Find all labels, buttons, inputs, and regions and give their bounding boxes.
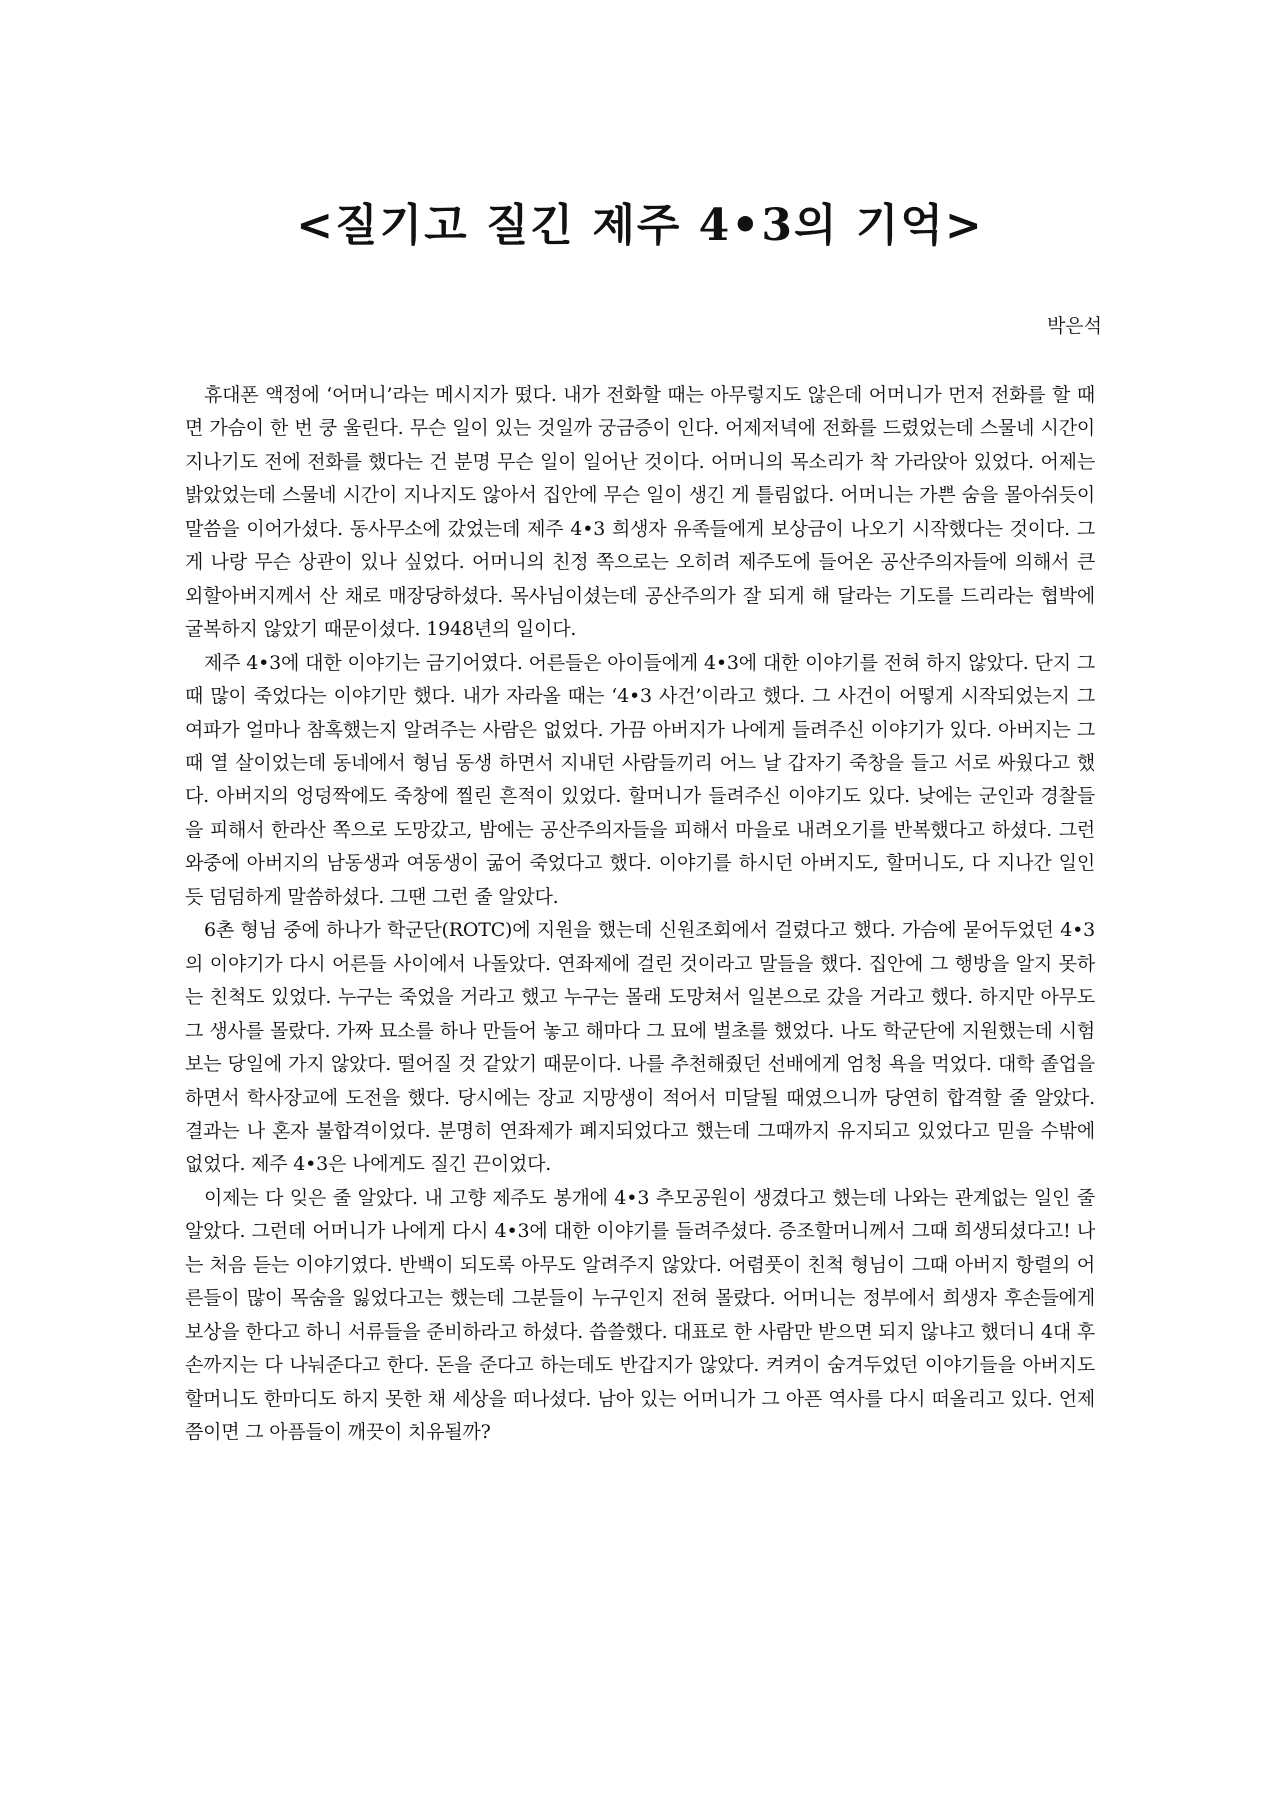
paragraph: 이제는 다 잊은 줄 알았다. 내 고향 제주도 봉개에 4•3 추모공원이 생겼다고 했는데 나와는 관계없는 일인 줄 알았다. 그런데 어머니가 나에게 다시 4•3에 대한 이야기를 들려주셨다. 증조할머니께서 그때 희생되셨다고! 나는 처음 듣는 이야기였다. 반백이 되도록 아무도 알려주지 않았다. 어렴풋이 친척 형님이 그때 아버지 항렬의 어른들이 많이 목숨을 잃었다고는 했는데 그분들이 누구인지 전혀 몰랐다. 어머니는 정부에서 희생자 후손들에게 보상을 한다고 하니 서류들을 준비하라고 하셨다. 씁쓸했다. 대표로 한 사람만 받으면 되지 않냐고 했더니 4대 후손까지는 다 나눠준다고 한다. 돈을 준다고 하는데도 반갑지가 않았다. 켜켜이 숨겨두었던 이야기들을 아버지도 할머니도 한마디도 하지 못한 채 세상을 떠나셨다. 남아 있는 어머니가 그 아픈 역사를 다시 떠올리고 있다. 언제쯤이면 그 아픔들이 깨끗이 치유될까? xyxy=(185,1186,1095,1444)
paragraph: 제주 4•3에 대한 이야기는 금기어였다. 어른들은 아이들에게 4•3에 대한 이야기를 전혀 하지 않았다. 단지 그때 많이 죽었다는 이야기만 했다. 내가 자라올 때는 ‘4•3 사건’이라고 했다. 그 사건이 어떻게 시작되었는지 그 여파가 얼마나 참혹했는지 알려주는 사람은 없었다. 가끔 아버지가 나에게 들려주신 이야기가 있다. 아버지는 그때 열 살이었는데 동네에서 형님 동생 하면서 지내던 사람들끼리 어느 날 갑자기 죽창을 들고 서로 싸웠다고 했다. 아버지의 엉덩짝에도 죽창에 찔린 흔적이 있었다. 할머니가 들려주신 이야기도 있다. 낮에는 군인과 경찰들을 피해서 한라산 쪽으로 도망갔고, 밤에는 공산주의자들을 피해서 마을로 내려오기를 반복했다고 하셨다. 그런 와중에 아버지의 남동생과 여동생이 굶어 죽었다고 했다. 이야기를 하시던 아버지도, 할머니도, 다 지나간 일인 듯 덤덤하게 말씀하셨다. 그땐 그런 줄 알았다. xyxy=(185,651,1095,908)
document-title: <질기고 질긴 제주 4•3의 기억> xyxy=(296,200,984,251)
document-body xyxy=(185,379,1095,1450)
paragraph: 6촌 형님 중에 하나가 학군단(ROTC)에 지원을 했는데 신원조회에서 걸렸다고 했다. 가슴에 묻어두었던 4•3의 이야기가 다시 어른들 사이에서 나돌았다. 연좌제에 걸린 것이라고 말들을 했다. 집안에 그 행방을 알지 못하는 친척도 있었다. 누구는 죽었을 거라고 했고 누구는 몰래 도망쳐서 일본으로 갔을 거라고 했다. 하지만 아무도 그 생사를 몰랐다. 가짜 묘소를 하나 만들어 놓고 해마다 그 묘에 벌초를 했었다. 나도 학군단에 지원했는데 시험 보는 당일에 가지 않았다. 떨어질 것 같았기 때문이다. 나를 추천해줬던 선배에게 엄청 욕을 먹었다. 대학 졸업을 하면서 학사장교에 도전을 했다. 당시에는 장교 지망생이 적어서 미달될 때였으니까 당연히 합격할 줄 알았다. 결과는 나 혼자 불합격이었다. 분명히 연좌제가 폐지되었다고 했는데 그때까지 유지되고 있었다고 믿을 수밖에 없었다. 제주 4•3은 나에게도 질긴 끈이었다. xyxy=(185,919,1095,1176)
paragraph: 휴대폰 액정에 ‘어머니’라는 메시지가 떴다. 내가 전화할 때는 아무렇지도 않은데 어머니가 먼저 전화를 할 때면 가슴이 한 번 쿵 울린다. 무슨 일이 있는 것일까 궁금증이 인다. 어제저녁에 전화를 드렸었는데 스물네 시간이 지나기도 전에 전화를 했다는 건 분명 무슨 일이 일어난 것이다. 어머니의 목소리가 착 가라앉아 있었다. 어제는 밝았었는데 스물네 시간이 지나지도 않아서 집안에 무슨 일이 생긴 게 틀림없다. 어머니는 가쁜 숨을 몰아쉬듯이 말씀을 이어가셨다. 동사무소에 갔었는데 제주 4•3 희생자 유족들에게 보상금이 나오기 시작했다는 것이다. 그게 나랑 무슨 상관이 있나 싶었다. 어머니의 친정 쪽으로는 오히려 제주도에 들어온 공산주의자들에 의해서 큰 외할아버지께서 산 채로 매장당하셨다. 목사님이셨는데 공산주의가 잘 되게 해 달라는 기도를 드리라는 협박에 굴복하지 않았기 때문이셨다. 1948년의 일이다. xyxy=(185,384,1095,641)
author-name: 박은석 xyxy=(1046,315,1102,337)
